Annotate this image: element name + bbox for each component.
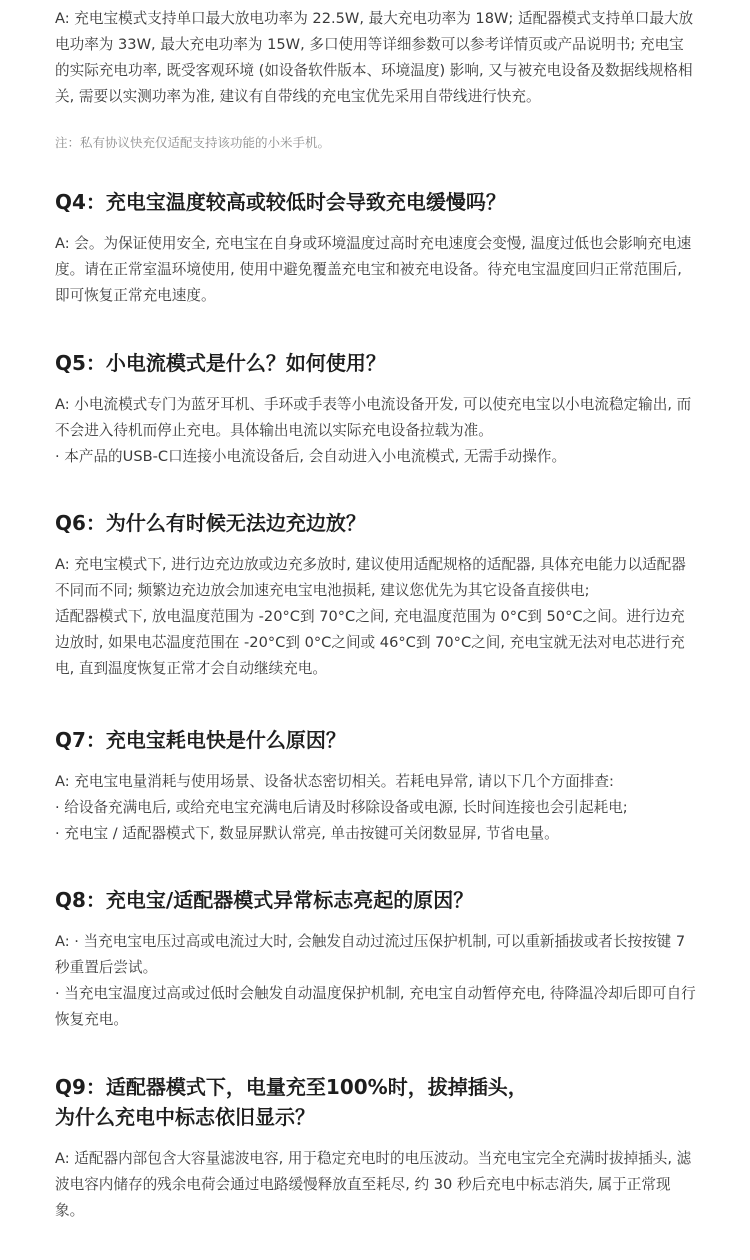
question-q5: Q5：小电流模式是什么？如何使用？ [55,351,386,375]
answer-paragraph: A: 会。为保证使用安全, 充电宝在自身或环境温度过高时充电速度会变慢, 温度过低也会影响充电速度。请在正常室温环境使用, 使用中避免覆盖充电宝和被充电设备。待充电宝温度回归正常范围后, 即可恢复正常充电速度。 [55,235,692,304]
answer-q7 [55,769,698,847]
q3-answer [55,6,698,110]
answer-bullet: · 本产品的USB-C口连接小电流设备后, 会自动进入小电流模式, 无需手动操作。 [55,448,567,465]
q3-note: 注：私有协议快充仅适配支持该功能的小米手机。 [55,135,331,150]
answer-paragraph: A: 充电宝模式下, 进行边充边放或边充多放时, 建议使用适配规格的适配器, 具体充电能力以适配器不同而不同; 频繁边充边放会加速充电宝电池损耗, 建议您优先为其它设备直接供电; [55,556,686,599]
faq-item-q4 [55,187,698,309]
answer-paragraph: A: 适配器内部包含大容量滤波电容, 用于稳定充电时的电压波动。当充电宝完全充满时拔掉插头, 滤波电容内储存的残余电荷会通过电路缓慢释放直至耗尽, 约 30 秒后充电中标志消失, 属于正常现象。 [55,1150,692,1219]
answer-q6 [55,552,698,682]
faq-item-q7 [55,725,698,847]
answer-q8 [55,929,698,1033]
faq-item-q9 [55,1072,698,1224]
question-q4: Q4：充电宝温度较高或较低时会导致充电缓慢吗？ [55,190,506,214]
answer-paragraph: A: 充电宝电量消耗与使用场景、设备状态密切相关。若耗电异常, 请以下几个方面排查: [55,773,614,790]
answer-bullet: A: · 当充电宝电压过高或电流过大时, 会触发自动过流过压保护机制, 可以重新插拔或者长按按键 7 秒重置后尝试。 [55,933,686,976]
q3-answer-text: A: 充电宝模式支持单口最大放电功率为 22.5W, 最大充电功率为 18W; 适配器模式支持单口最大放电功率为 33W, 最大充电功率为 15W, 多口使用等详细参数可以参考详情页或产品说明书; 充电宝的实际充电功率, 既受客观环境 (如设备软件版本、环境温度) 影响, 又与被充电设备及数据线规格相关, 需要以实测功率为准, 建议有自带线的充电宝优先采用自带线进行快充。 [55,10,694,105]
answer-q4 [55,231,698,309]
question-q8: Q8：充电宝/适配器模式异常标志亮起的原因？ [55,888,474,912]
answer-bullet: · 当充电宝温度过高或过低时会触发自动温度保护机制, 充电宝自动暂停充电, 待降温冷却后即可自行恢复充电。 [55,985,696,1028]
question-q6: Q6：为什么有时候无法边充边放？ [55,511,366,535]
faq-item-q8 [55,885,698,1033]
answer-paragraph: 适配器模式下, 放电温度范围为 -20°C到 70°C之间, 充电温度范围为 0°C到 50°C之间。进行边充边放时, 如果电芯温度范围在 -20°C到 0°C之间或 46°C到 70°C之间, 充电宝就无法对电芯进行充电, 直到温度恢复正常才会自动继续充电。 [55,608,685,677]
faq-item-q5 [55,348,698,470]
answer-bullet: · 给设备充满电后, 或给充电宝充满电后请及时移除设备或电源, 长时间连接也会引起耗电; [55,799,628,816]
question-q9: Q9：适配器模式下，电量充至100%时，拔掉插头， 为什么充电中标志依旧显示？ [55,1075,528,1129]
answer-bullet: · 充电宝 / 适配器模式下, 数显屏默认常亮, 单击按键可关闭数显屏, 节省电量。 [55,825,559,842]
question-q7: Q7：充电宝耗电快是什么原因？ [55,728,346,752]
answer-paragraph: A: 小电流模式专门为蓝牙耳机、手环或手表等小电流设备开发, 可以使充电宝以小电流稳定输出, 而不会进入待机而停止充电。具体输出电流以实际充电设备拉载为准。 [55,396,692,439]
faq-item-q6 [55,508,698,682]
answer-q5 [55,392,698,470]
answer-q9 [55,1146,698,1224]
